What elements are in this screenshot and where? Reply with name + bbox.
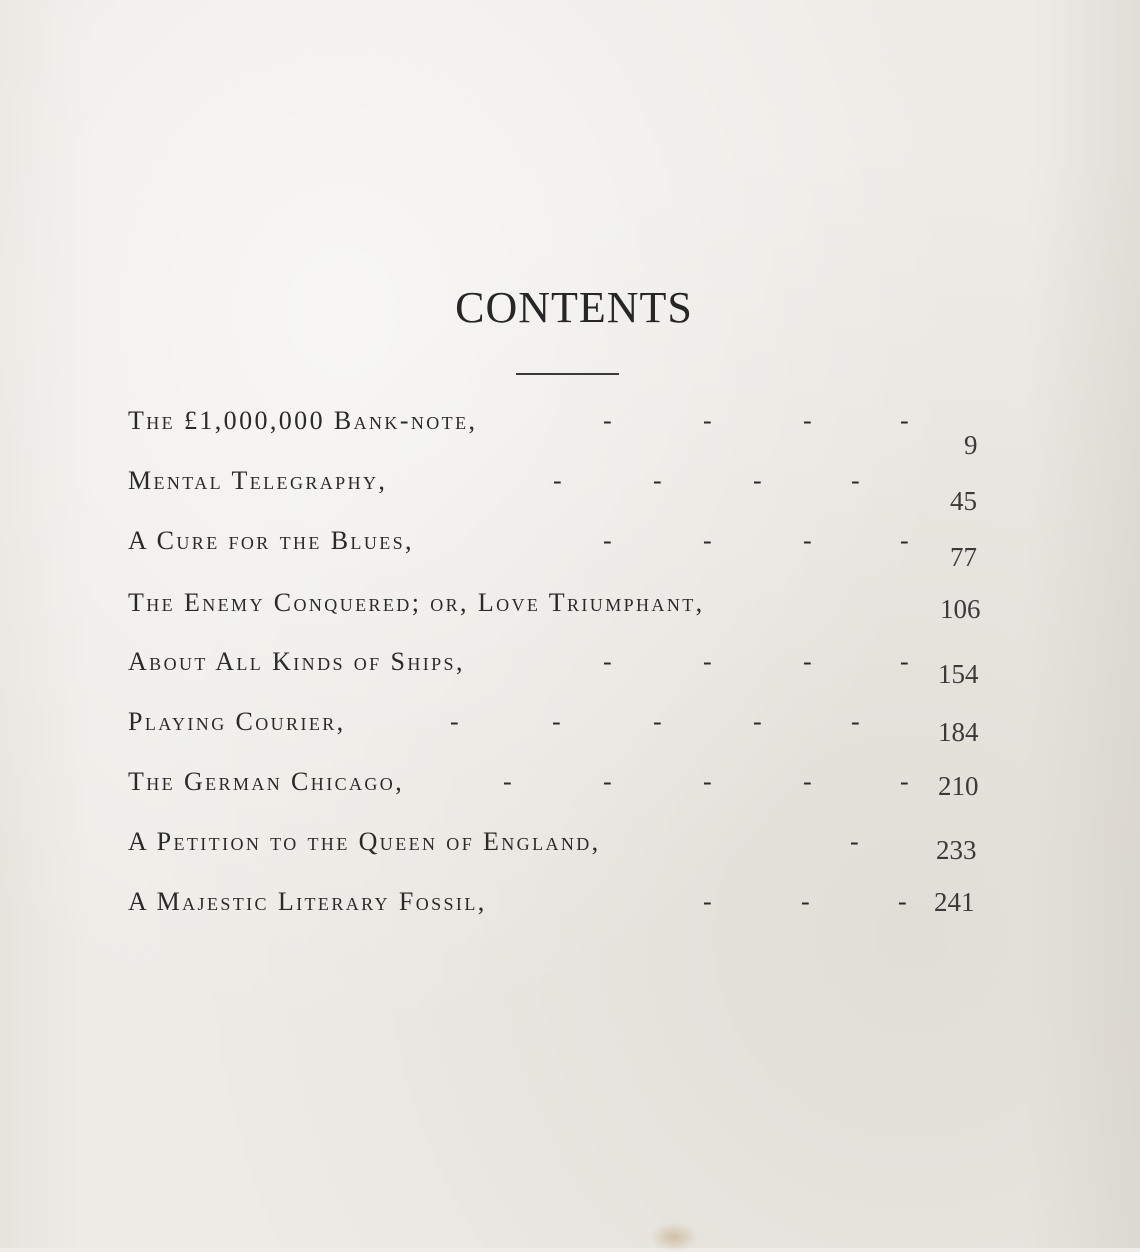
leader-dash: - [803, 406, 812, 435]
toc-entry-title: Playing Courier, [128, 707, 346, 736]
leader-dash: - [653, 707, 662, 736]
toc-entry[interactable] [128, 767, 988, 807]
toc-entry-page: 154 [938, 659, 979, 689]
toc-entry-title: The Enemy Conquered; or, Love Triumphant, [128, 588, 705, 617]
leader-dash: - [851, 466, 860, 495]
leader-dash: - [753, 707, 762, 736]
toc-entry-page: 9 [964, 430, 978, 460]
leader-dash: - [898, 887, 907, 916]
leader-dash: - [803, 767, 812, 796]
leader-dash: - [703, 406, 712, 435]
leader-dash: - [553, 466, 562, 495]
leader-dash: - [603, 406, 612, 435]
leader-dash: - [603, 767, 612, 796]
leader-dash: - [703, 887, 712, 916]
leader-dash: - [850, 827, 859, 856]
toc-entry-title: Mental Telegraphy, [128, 466, 388, 495]
toc-entry-title: About All Kinds of Ships, [128, 647, 465, 676]
leader-dash: - [900, 406, 909, 435]
leader-dash: - [603, 526, 612, 555]
leader-dash: - [703, 526, 712, 555]
leader-dash: - [703, 767, 712, 796]
leader-dash: - [703, 647, 712, 676]
toc-entry[interactable] [128, 466, 988, 516]
leader-dash: - [900, 526, 909, 555]
toc-entry[interactable] [128, 406, 988, 460]
toc-entry-title: The German Chicago, [128, 767, 405, 796]
contents-heading: CONTENTS [455, 283, 693, 332]
toc-entry[interactable] [128, 827, 988, 867]
leader-dash: - [900, 767, 909, 796]
heading-rule [516, 373, 619, 375]
toc-entry-page: 77 [950, 542, 977, 572]
toc-entry-page: 106 [940, 594, 981, 624]
toc-entry[interactable] [128, 526, 988, 572]
toc-entry[interactable] [128, 588, 988, 628]
toc-entry-page: 241 [934, 887, 975, 917]
leader-dash: - [603, 647, 612, 676]
toc-entry-title: A Cure for the Blues, [128, 526, 414, 555]
leader-dash: - [503, 767, 512, 796]
toc-entry-page: 210 [938, 771, 979, 801]
toc-entry[interactable] [128, 647, 988, 687]
toc-entry[interactable] [128, 707, 988, 747]
toc-entry-title: A Petition to the Queen of England, [128, 827, 601, 856]
toc-entry-title: A Majestic Literary Fossil, [128, 887, 487, 916]
leader-dash: - [851, 707, 860, 736]
leader-dash: - [753, 466, 762, 495]
toc-entry[interactable] [128, 887, 988, 927]
leader-dash: - [450, 707, 459, 736]
leader-dash: - [900, 647, 909, 676]
leader-dash: - [803, 526, 812, 555]
leader-dash: - [653, 466, 662, 495]
leader-dash: - [803, 647, 812, 676]
toc-entry-title: The £1,000,000 Bank-note, [128, 406, 478, 435]
leader-dash: - [552, 707, 561, 736]
toc-entry-page: 45 [950, 486, 977, 516]
toc-entry-page: 233 [936, 835, 977, 865]
leader-dash: - [801, 887, 810, 916]
toc-entry-page: 184 [938, 717, 979, 747]
